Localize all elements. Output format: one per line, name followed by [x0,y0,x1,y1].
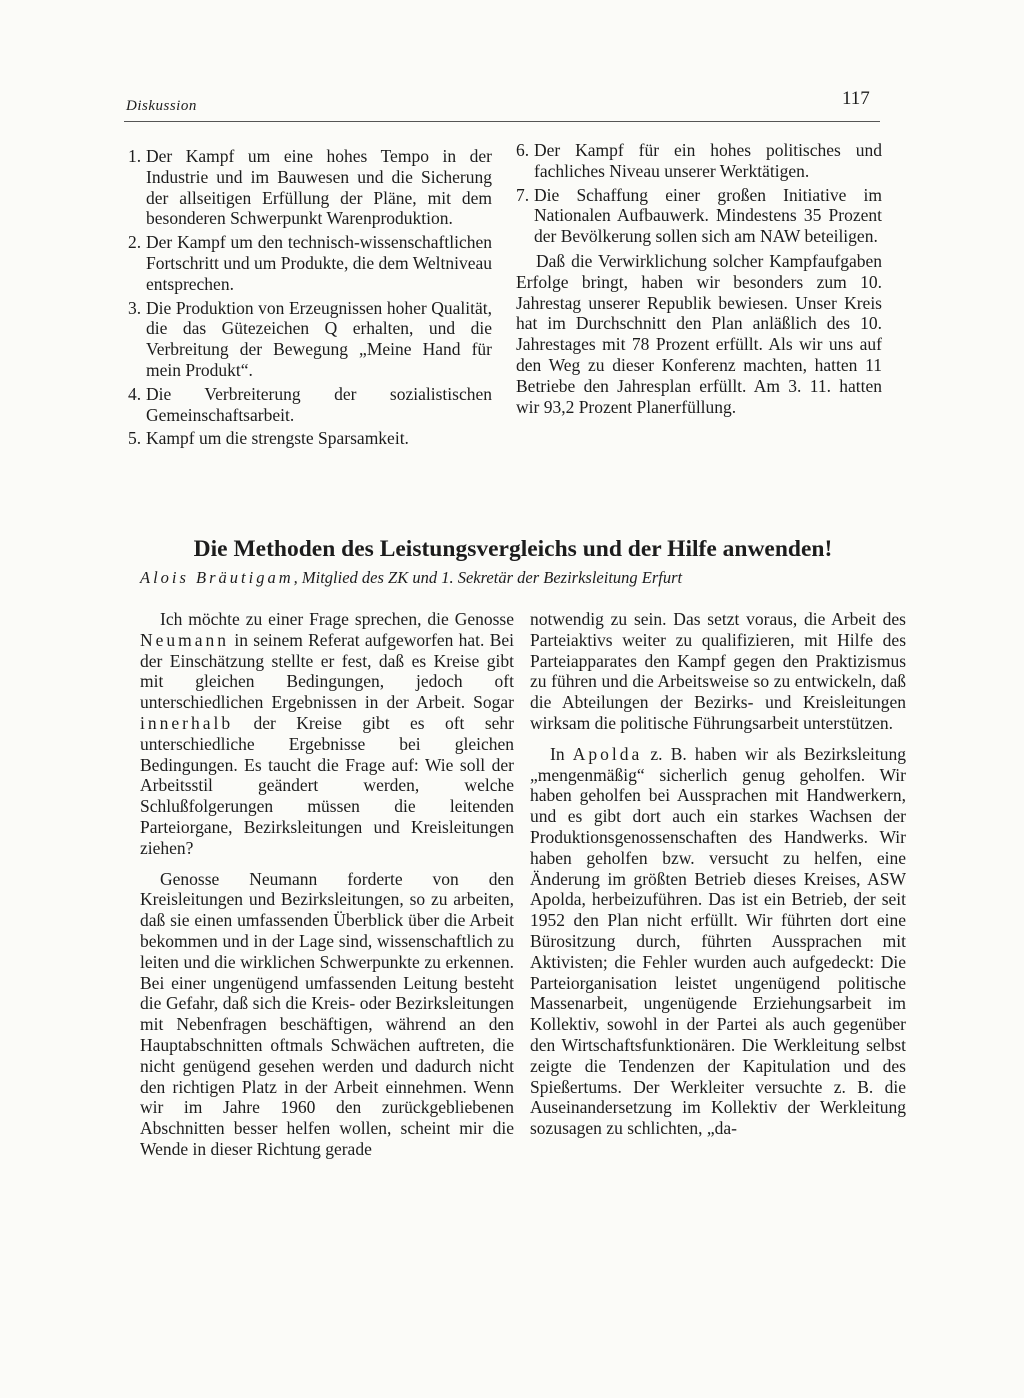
article-title: Die Methoden des Leistungsvergleichs und der Hilfe anwenden! [193,536,833,562]
paragraph [530,744,906,1139]
text-run: z. B. haben wir als Bezirksleitung „mengenmäßig“ sicherlich genug geholfen. Wir haben geholfen bei Aussprachen mit Handwerkern, und es gibt dort auch ein starkes Wachsen der Produktionsgenossenschaften des Handwerks. Wir haben geholfen bzw. versucht zu helfen, eine Änderung im größten Betrieb dieses Kreises, ASW Apolda, herbeizuführen. Das ist ein Betrieb, der seit 1952 den Plan nicht erfüllt. Wir führten dort eine Bürositzung durch, führten Aussprachen mit Aktivisten; die Fehler wurden auch aufgedeckt: Die Parteiorganisation leistet ungenügend politische Massenarbeit, ungenügende Erziehungsarbeit im Kollektiv, sowohl in der Partei als auch gegenüber den Wirtschaftsfunktionären. Die Werkleitung selbst zeigte die Tendenzen der Kapitulation und des Spießertums. Der Werkleiter versuchte z. B. die Auseinandersetzung im Kollektiv der Werkleitung sozusagen zu schlichten, „da- [530,743,906,1139]
list-item [128,298,492,381]
article-column-left [140,609,514,1170]
paragraph: Genosse Neumann forderte von den Kreisleitungen und Bezirksleitungen, so zu arbeiten, daß sie einen umfassenden Überblick über die Arbeit bekommen und in der Lage sind, wissenschaftlich zu leiten und die wirklichen Schwerpunkte zu erkennen. Bei einer ungenügend umfassenden Leitung besteht die Gefahr, daß sich die Kreis- oder Bezirksleitungen mit Nebenfragen beschäftigen, während an den Hauptabschnitten oftmals Schwächen auftreten, die nicht genügend gesehen werden und dadurch nicht den richtigen Platz in der Arbeit einnehmen. Wenn wir im Jahre 1960 den zurückgebliebenen Abschnitten besser helfen wollen, scheint mir die Wende in dieser Richtung gerade [140,868,514,1159]
list-text: Der Kampf für ein hohes politisches und fachliches Niveau unserer Werktätigen. [534,140,882,181]
list-number: 7. [516,184,530,205]
list-text: Die Produktion von Erzeugnissen hoher Qualität, die das Gütezeichen Q erhalten, und die Verbreitung der Bewegung „Meine Hand für mein Produkt“. [146,297,492,380]
author-name: Alois Bräutigam [140,568,294,587]
emphasized-word: innerhalb [140,712,234,733]
text-run: der Kreise gibt es oft sehr unterschiedliche Ergebnisse bei gleichen Bedingungen. Es taucht die Frage auf: Wie soll der Arbeitsstil geändert werden, welche Schlußfolgerungen müssen die leitenden Parteiorgane, Bezirksleitungen und Kreisleitungen ziehen? [140,712,514,858]
list-item [128,428,492,449]
list-item [128,232,492,294]
list-number: 3. [128,297,142,318]
list-item [516,185,882,247]
list-number: 5. [128,428,142,449]
text-run: Ich möchte zu einer Frage sprechen, die Genosse [160,609,514,629]
emphasized-name: Neumann [140,629,230,650]
emphasized-place: Apolda [572,743,643,764]
author-role: , Mitglied des ZK und 1. Sekretär der Bezirksleitung Erfurt [293,568,683,587]
paragraph: notwendig zu sein. Das setzt voraus, die Arbeit des Parteiaktivs weiter zu qualifizieren, mit Hilfe des Parteiapparates den Kampf gegen den Praktizismus zu führen und die Arbeitsweise so zu entwickeln, daß die Abteilungen der Bezirks- und Kreisleitungen wirksam die politische Führungsarbeit unterstützen. [530,609,906,733]
list-number: 1. [128,146,142,166]
article-column-right [530,609,906,1149]
list-number: 6. [516,140,530,160]
header-rule [124,121,880,122]
list-text: Der Kampf um eine hohes Tempo in der Industrie und im Bauwesen und die Sicherung der allseitigen Erfüllung der Pläne, mit dem besonderen Schwerpunkt Warenproduktion. [146,146,492,229]
text-run: in seinem Referat aufgeworfen hat. Bei der Einschätzung stellte er fest, daß es Kreise gibt mit gleichen Bedingungen, jedoch oft unterschiedlichen Ergebnissen in der Arbeit. Sogar [140,629,514,713]
page-number: 117 [842,88,870,109]
running-header: Diskussion [126,98,197,114]
numbered-list-right [516,140,882,427]
list-text: Der Kampf um den technisch-wissenschaftlichen Fortschritt und um Produkte, die dem Weltniveau entsprechen. [146,232,492,294]
text-run: In [550,743,573,764]
list-number: 4. [128,383,142,404]
list-item [128,384,492,426]
paragraph: Daß die Verwirklichung solcher Kampfaufgaben Erfolge bringt, haben wir besonders zum 10. Jahrestag unserer Republik bewiesen. Unser Kreis hat im Durchschnitt den Plan anläßlich des 10. Jahrestages mit 78 Prozent erfüllt. Als wir uns auf den Weg zu dieser Konferenz machten, hatten 11 Betriebe den Jahresplan erfüllt. Am 3. 11. hatten wir 93,2 Prozent Planerfüllung. [516,250,882,417]
paragraph [140,609,514,859]
list-item [128,146,492,229]
list-text: Die Verbreiterung der sozialistischen Gemeinschaftsarbeit. [146,383,492,425]
list-item [516,140,882,182]
article-byline [140,568,890,588]
list-text: Die Schaffung einer großen Initiative im Nationalen Aufbauwerk. Mindestens 35 Prozent der Bevölkerung sollen sich am NAW beteiligen. [534,184,882,247]
list-text: Kampf um die strengste Sparsamkeit. [146,428,409,449]
numbered-list-left [128,146,492,452]
list-number: 2. [128,232,142,253]
